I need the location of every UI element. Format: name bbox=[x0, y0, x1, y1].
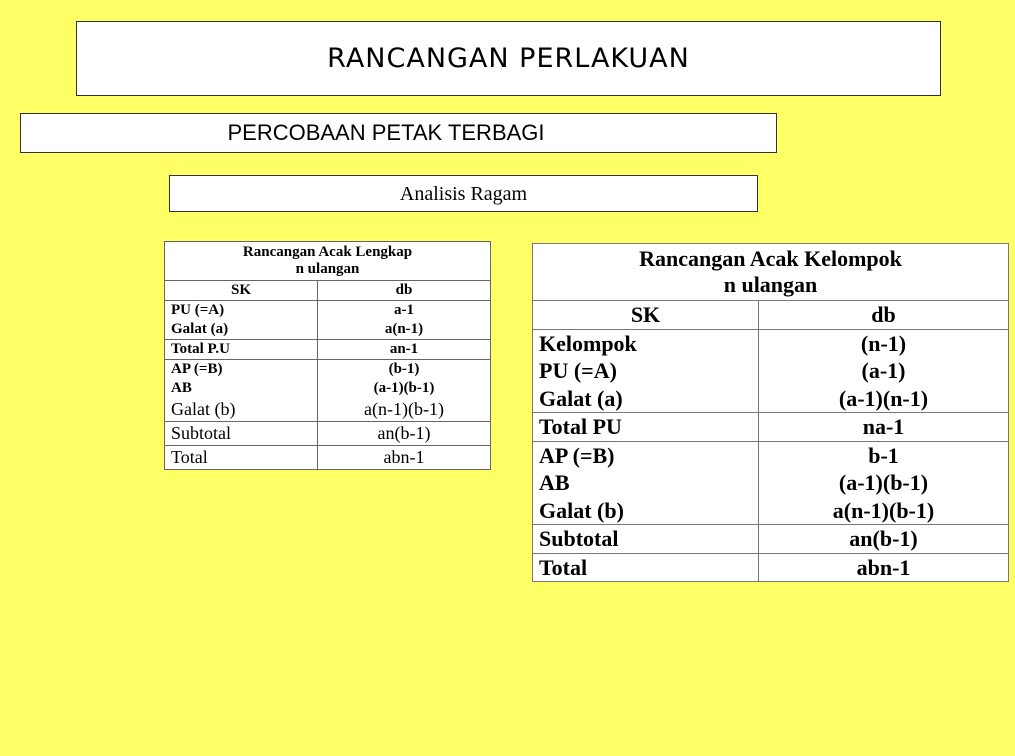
db-value: (b-1) bbox=[388, 361, 420, 377]
table-row bbox=[165, 340, 491, 360]
db-value: an(b-1) bbox=[849, 526, 918, 551]
db-value: b-1 bbox=[868, 442, 899, 468]
sk-value: Galat (a) bbox=[539, 385, 623, 411]
sk-value: Galat (b) bbox=[539, 497, 624, 523]
db-value: (a-1)(b-1) bbox=[373, 380, 435, 396]
sk-value: AB bbox=[539, 470, 570, 495]
table-row bbox=[533, 553, 1009, 582]
db-cell bbox=[759, 413, 1009, 442]
db-value: an-1 bbox=[389, 341, 419, 357]
sk-value: Galat (b) bbox=[171, 399, 236, 419]
db-cell bbox=[318, 446, 491, 470]
db-value: a-1 bbox=[394, 302, 414, 318]
sk-cell bbox=[165, 301, 318, 340]
subtitle-box bbox=[20, 113, 777, 153]
db-cell bbox=[318, 340, 491, 360]
table-caption-row bbox=[165, 242, 491, 281]
db-value: a(n-1) bbox=[384, 321, 424, 337]
sk-cell bbox=[533, 553, 759, 582]
anova-table-rak bbox=[532, 243, 1009, 582]
sk-value: Total PU bbox=[539, 414, 622, 439]
db-cell bbox=[759, 553, 1009, 582]
db-cell bbox=[759, 441, 1009, 525]
db-cell bbox=[318, 398, 491, 422]
table-row bbox=[533, 525, 1009, 554]
db-cell bbox=[759, 525, 1009, 554]
table-row bbox=[165, 301, 491, 340]
table-caption-row bbox=[533, 244, 1009, 301]
table-caption-line: Rancangan Acak Kelompok bbox=[639, 246, 902, 271]
table-row bbox=[533, 413, 1009, 442]
table-caption-line: n ulangan bbox=[295, 261, 360, 277]
table-row bbox=[165, 446, 491, 470]
db-value: an(b-1) bbox=[377, 423, 431, 443]
sk-cell bbox=[165, 398, 318, 422]
section-heading-box bbox=[169, 175, 758, 212]
sk-cell bbox=[533, 441, 759, 525]
sk-value: Total bbox=[539, 554, 588, 580]
table-caption-line: Rancangan Acak Lengkap bbox=[242, 244, 413, 260]
page-title-box bbox=[76, 21, 941, 96]
column-header-db: db bbox=[759, 301, 1009, 330]
column-header-sk: SK bbox=[533, 301, 759, 330]
sk-value: PU (=A) bbox=[171, 302, 225, 318]
db-cell bbox=[318, 301, 491, 340]
table-caption bbox=[533, 244, 1009, 301]
sk-value: AP (=B) bbox=[539, 442, 615, 468]
db-value: (n-1) bbox=[860, 330, 907, 356]
subtitle: PERCOBAAN PETAK TERBAGI bbox=[227, 120, 545, 145]
sk-cell bbox=[165, 360, 318, 399]
db-value: (a-1)(b-1) bbox=[838, 470, 929, 495]
db-value: (a-1) bbox=[861, 358, 906, 383]
table-header-row bbox=[533, 301, 1009, 330]
table-row bbox=[165, 360, 491, 399]
sk-cell bbox=[533, 413, 759, 442]
column-header-sk: SK bbox=[165, 281, 318, 301]
page-title: RANCANGAN PERLAKUAN bbox=[327, 43, 690, 74]
db-cell bbox=[759, 329, 1009, 413]
sk-value: Subtotal bbox=[539, 526, 619, 551]
sk-cell bbox=[165, 422, 318, 446]
sk-value: Galat (a) bbox=[171, 321, 229, 337]
db-value: (a-1)(n-1) bbox=[838, 385, 929, 411]
db-value: abn-1 bbox=[383, 447, 425, 467]
db-value: na-1 bbox=[862, 414, 905, 439]
table-row bbox=[165, 422, 491, 446]
sk-value: Total P.U bbox=[171, 341, 230, 357]
sk-cell bbox=[165, 340, 318, 360]
section-heading: Analisis Ragam bbox=[399, 183, 528, 205]
sk-cell bbox=[533, 525, 759, 554]
anova-table-ral bbox=[164, 241, 491, 470]
sk-value: Total bbox=[171, 447, 208, 467]
sk-value: Subtotal bbox=[171, 423, 232, 443]
sk-value: AP (=B) bbox=[171, 361, 223, 377]
table-caption-line: n ulangan bbox=[723, 272, 818, 297]
sk-cell bbox=[533, 329, 759, 413]
column-header-db: db bbox=[318, 281, 491, 301]
table-row bbox=[165, 398, 491, 422]
sk-cell bbox=[165, 446, 318, 470]
table-caption bbox=[165, 242, 491, 281]
sk-value: AB bbox=[171, 380, 192, 396]
table-row bbox=[533, 329, 1009, 413]
sk-value: PU (=A) bbox=[539, 358, 617, 383]
db-cell bbox=[318, 360, 491, 399]
db-value: a(n-1)(b-1) bbox=[832, 497, 935, 523]
sk-value: Kelompok bbox=[539, 330, 637, 356]
table-row bbox=[533, 441, 1009, 525]
db-value: abn-1 bbox=[856, 554, 911, 580]
table-header-row bbox=[165, 281, 491, 301]
db-value: a(n-1)(b-1) bbox=[364, 399, 444, 419]
db-cell bbox=[318, 422, 491, 446]
